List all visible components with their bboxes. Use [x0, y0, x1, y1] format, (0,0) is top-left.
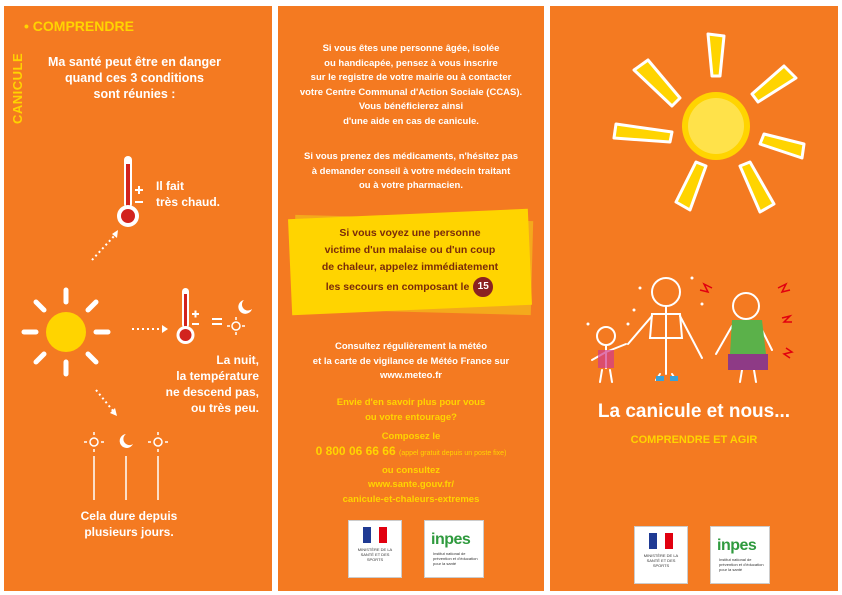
inpes-word: inpes [717, 537, 757, 554]
intro-line: quand ces 3 conditions [65, 71, 204, 85]
inpes-logo [424, 520, 484, 578]
inpes-subtitle: Institut national de prévention et d'éducation pour la santé [719, 557, 764, 572]
hot-text [156, 178, 220, 210]
text-line: ou à votre pharmacien. [358, 180, 463, 191]
night-equals-sun-icon [210, 296, 262, 336]
emergency-notice [290, 214, 530, 310]
phone-number[interactable]: 0 800 06 66 66 [315, 444, 396, 458]
hot-line: très chaud. [156, 195, 221, 209]
panel-cover [550, 6, 838, 591]
days-text [54, 508, 204, 540]
sun-icon [608, 26, 818, 216]
night-line: ou très peu. [190, 401, 259, 415]
text-line: ou votre entourage? [365, 411, 457, 423]
text-line: et la carte de vigilance de Météo France sur [312, 355, 510, 367]
text-line: Envie d'en savoir plus pour vous [336, 397, 486, 408]
days-line: plusieurs jours. [84, 525, 174, 539]
ministry-text: MINISTÈRE DE LA SANTÉ ET DES SPORTS [357, 547, 393, 562]
text-line: Consultez régulièrement la météo [334, 341, 488, 352]
thermometer-icon [112, 154, 152, 232]
notice-line: Si vous voyez une personne [339, 227, 481, 239]
thermometer-icon [170, 286, 210, 348]
side-label: CANICULE [10, 52, 25, 124]
subtitle: COMPRENDRE ET AGIR [630, 434, 758, 446]
panel-comprendre [4, 6, 272, 591]
ministry-logo [348, 520, 402, 578]
dotted-arrow-icon [92, 386, 120, 418]
or-consult-label: ou consultez [381, 465, 441, 476]
registry-paragraph [278, 42, 544, 129]
night-line: la température [176, 369, 259, 383]
panel-advice [278, 6, 544, 591]
text-line: votre Centre Communal d'Action Sociale (CCAS). [299, 86, 523, 98]
url-line[interactable]: www.sante.gouv.fr/ [367, 479, 455, 490]
text-line: Vous bénéficierez ainsi [358, 101, 464, 112]
phone-line [278, 444, 544, 462]
emergency-number-badge: 15 [472, 276, 494, 298]
intro-line: sont réunies : [93, 87, 176, 101]
night-text [144, 352, 259, 416]
text-line: à demander conseil à votre médecin traitant [311, 165, 511, 177]
inpes-subtitle: Institut national de prévention et d'éducation pour la santé [433, 551, 478, 566]
text-line: ou handicapée, pensez à vous inscrire [324, 57, 498, 69]
more-info-question [278, 396, 544, 425]
night-line: La nuit, [216, 353, 259, 367]
main-title: La canicule et nous... [597, 401, 791, 422]
days-sequence-icon [80, 430, 176, 502]
sun-icon [18, 284, 114, 380]
dotted-arrow-icon [130, 324, 170, 334]
notice-line: de chaleur, appelez immédiatement [321, 261, 499, 273]
dotted-arrow-icon [88, 228, 122, 264]
family-illustration [582, 258, 812, 388]
days-line: Cela dure depuis [80, 509, 178, 523]
notice-line: les secours en composant le [325, 280, 470, 293]
french-flag-icon [363, 527, 387, 543]
night-line: ne descend pas, [165, 385, 259, 399]
ministry-text: MINISTÈRE DE LA SANTÉ ET DES SPORTS [643, 553, 679, 568]
weather-paragraph [278, 340, 544, 384]
hot-line: Il fait [156, 179, 185, 193]
url-line[interactable]: canicule-et-chaleurs-extremes [342, 493, 480, 505]
text-line: Si vous êtes une personne âgée, isolée [322, 43, 500, 54]
text-line: d'une aide en cas de canicule. [343, 115, 479, 127]
intro-text [22, 54, 247, 102]
section-title: • COMPRENDRE [24, 18, 134, 34]
notice-line: victime d'un malaise ou d'un coup [324, 244, 496, 256]
french-flag-icon [649, 533, 673, 549]
health-url[interactable] [278, 478, 544, 507]
meteo-link[interactable]: www.meteo.fr [380, 370, 442, 381]
notice-text [300, 225, 520, 298]
text-line: sur le registre de votre mairie ou à contacter [310, 72, 512, 83]
ministry-logo [634, 526, 688, 584]
text-line: Si vous prenez des médicaments, n'hésitez pas [304, 151, 518, 162]
medication-paragraph [278, 150, 544, 194]
phone-note: (appel gratuit depuis un poste fixe) [399, 450, 507, 457]
compose-label: Composez le [381, 431, 441, 442]
inpes-logo [710, 526, 770, 584]
intro-line: Ma santé peut être en danger [48, 55, 221, 69]
inpes-word: inpes [431, 531, 471, 548]
